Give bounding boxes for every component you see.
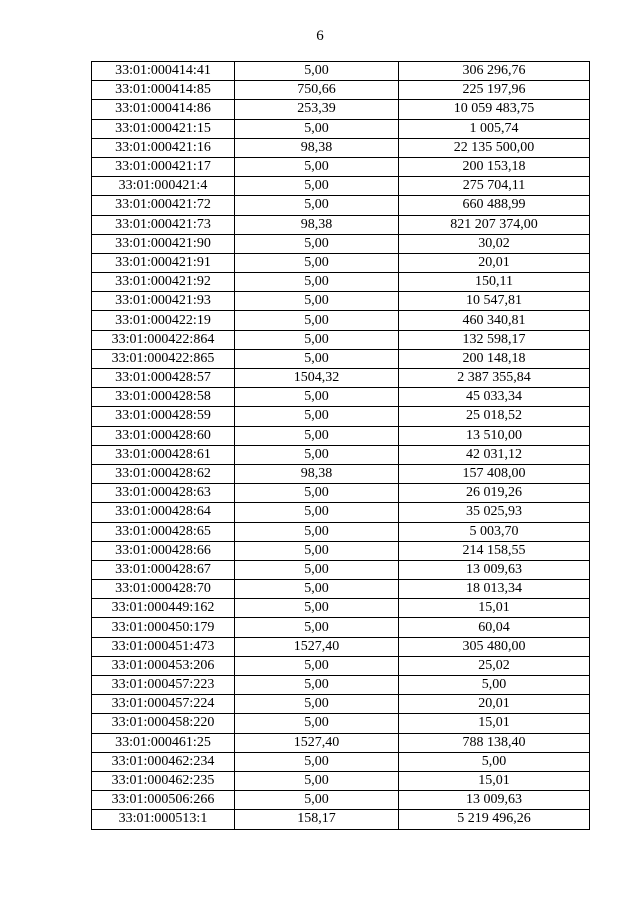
cadastral-number-cell: 33:01:000414:41 (92, 62, 235, 81)
value-cell: 157 408,00 (399, 464, 590, 483)
rate-cell: 5,00 (235, 618, 399, 637)
value-cell: 25,02 (399, 656, 590, 675)
cadastral-number-cell: 33:01:000421:73 (92, 215, 235, 234)
cadastral-number-cell: 33:01:000414:86 (92, 100, 235, 119)
value-cell: 275 704,11 (399, 177, 590, 196)
rate-cell: 5,00 (235, 560, 399, 579)
rate-cell: 1527,40 (235, 637, 399, 656)
cadastral-number-cell: 33:01:000421:92 (92, 273, 235, 292)
table-row (92, 503, 590, 522)
page-number: 6 (316, 28, 324, 44)
rate-cell: 5,00 (235, 445, 399, 464)
table-row (92, 311, 590, 330)
value-cell: 5 003,70 (399, 522, 590, 541)
value-cell: 25 018,52 (399, 407, 590, 426)
table-row (92, 234, 590, 253)
value-cell: 305 480,00 (399, 637, 590, 656)
rate-cell: 5,00 (235, 752, 399, 771)
value-cell: 35 025,93 (399, 503, 590, 522)
rate-cell: 5,00 (235, 580, 399, 599)
rate-cell: 5,00 (235, 311, 399, 330)
table-row (92, 119, 590, 138)
value-cell: 5,00 (399, 676, 590, 695)
table-row (92, 330, 590, 349)
rate-cell: 253,39 (235, 100, 399, 119)
cadastral-number-cell: 33:01:000421:91 (92, 253, 235, 272)
rate-cell: 98,38 (235, 464, 399, 483)
cadastral-number-cell: 33:01:000453:206 (92, 656, 235, 675)
rate-cell: 5,00 (235, 676, 399, 695)
cadastral-number-cell: 33:01:000421:15 (92, 119, 235, 138)
cadastral-number-cell: 33:01:000462:234 (92, 752, 235, 771)
cadastral-number-cell: 33:01:000421:4 (92, 177, 235, 196)
rate-cell: 5,00 (235, 253, 399, 272)
cadastral-number-cell: 33:01:000422:865 (92, 349, 235, 368)
cadastral-number-cell: 33:01:000421:72 (92, 196, 235, 215)
cadastral-number-cell: 33:01:000428:60 (92, 426, 235, 445)
table-row (92, 484, 590, 503)
table-row (92, 292, 590, 311)
table-row (92, 177, 590, 196)
value-cell: 200 148,18 (399, 349, 590, 368)
rate-cell: 5,00 (235, 771, 399, 790)
value-cell: 15,01 (399, 771, 590, 790)
rate-cell: 5,00 (235, 157, 399, 176)
value-cell: 821 207 374,00 (399, 215, 590, 234)
rate-cell: 5,00 (235, 349, 399, 368)
cadastral-number-cell: 33:01:000428:66 (92, 541, 235, 560)
table-row (92, 157, 590, 176)
rate-cell: 5,00 (235, 791, 399, 810)
value-cell: 2 387 355,84 (399, 369, 590, 388)
cadastral-number-cell: 33:01:000422:19 (92, 311, 235, 330)
value-cell: 13 009,63 (399, 791, 590, 810)
rate-cell: 5,00 (235, 695, 399, 714)
value-cell: 30,02 (399, 234, 590, 253)
table-row (92, 714, 590, 733)
table-row (92, 771, 590, 790)
rate-cell: 5,00 (235, 292, 399, 311)
table-row (92, 656, 590, 675)
value-cell: 1 005,74 (399, 119, 590, 138)
table-row (92, 695, 590, 714)
rate-cell: 750,66 (235, 81, 399, 100)
rate-cell: 5,00 (235, 484, 399, 503)
cadastral-number-cell: 33:01:000422:864 (92, 330, 235, 349)
rate-cell: 5,00 (235, 503, 399, 522)
cadastral-number-cell: 33:01:000421:90 (92, 234, 235, 253)
cadastral-number-cell: 33:01:000421:93 (92, 292, 235, 311)
table-row (92, 196, 590, 215)
table-row (92, 349, 590, 368)
cadastral-number-cell: 33:01:000428:61 (92, 445, 235, 464)
rate-cell: 5,00 (235, 407, 399, 426)
value-cell: 20,01 (399, 253, 590, 272)
cadastral-table (91, 61, 590, 830)
cadastral-number-cell: 33:01:000414:85 (92, 81, 235, 100)
rate-cell: 5,00 (235, 62, 399, 81)
rate-cell: 158,17 (235, 810, 399, 829)
value-cell: 788 138,40 (399, 733, 590, 752)
rate-cell: 5,00 (235, 388, 399, 407)
table-row (92, 215, 590, 234)
table-row (92, 580, 590, 599)
rate-cell: 5,00 (235, 119, 399, 138)
table-row (92, 426, 590, 445)
table-row (92, 81, 590, 100)
rate-cell: 5,00 (235, 656, 399, 675)
cadastral-number-cell: 33:01:000428:59 (92, 407, 235, 426)
table-row (92, 369, 590, 388)
table-row (92, 733, 590, 752)
value-cell: 45 033,34 (399, 388, 590, 407)
table-body (92, 62, 590, 830)
value-cell: 15,01 (399, 599, 590, 618)
cadastral-number-cell: 33:01:000458:220 (92, 714, 235, 733)
value-cell: 22 135 500,00 (399, 138, 590, 157)
rate-cell: 1504,32 (235, 369, 399, 388)
value-cell: 460 340,81 (399, 311, 590, 330)
value-cell: 42 031,12 (399, 445, 590, 464)
value-cell: 660 488,99 (399, 196, 590, 215)
value-cell: 60,04 (399, 618, 590, 637)
value-cell: 10 547,81 (399, 292, 590, 311)
cadastral-number-cell: 33:01:000451:473 (92, 637, 235, 656)
rate-cell: 5,00 (235, 196, 399, 215)
rate-cell: 5,00 (235, 599, 399, 618)
table-row (92, 599, 590, 618)
value-cell: 5 219 496,26 (399, 810, 590, 829)
cadastral-number-cell: 33:01:000428:62 (92, 464, 235, 483)
rate-cell: 5,00 (235, 522, 399, 541)
cadastral-number-cell: 33:01:000428:70 (92, 580, 235, 599)
table-row (92, 637, 590, 656)
table-row (92, 676, 590, 695)
value-cell: 5,00 (399, 752, 590, 771)
table-row (92, 253, 590, 272)
value-cell: 20,01 (399, 695, 590, 714)
table-row (92, 273, 590, 292)
cadastral-number-cell: 33:01:000449:162 (92, 599, 235, 618)
value-cell: 18 013,34 (399, 580, 590, 599)
table-row (92, 388, 590, 407)
value-cell: 26 019,26 (399, 484, 590, 503)
table-row (92, 618, 590, 637)
cadastral-number-cell: 33:01:000513:1 (92, 810, 235, 829)
cadastral-number-cell: 33:01:000457:223 (92, 676, 235, 695)
cadastral-number-cell: 33:01:000457:224 (92, 695, 235, 714)
table-row (92, 791, 590, 810)
table-row (92, 62, 590, 81)
table-row (92, 560, 590, 579)
rate-cell: 5,00 (235, 714, 399, 733)
rate-cell: 5,00 (235, 330, 399, 349)
cadastral-number-cell: 33:01:000421:17 (92, 157, 235, 176)
value-cell: 15,01 (399, 714, 590, 733)
cadastral-number-cell: 33:01:000462:235 (92, 771, 235, 790)
rate-cell: 5,00 (235, 273, 399, 292)
value-cell: 13 510,00 (399, 426, 590, 445)
value-cell: 306 296,76 (399, 62, 590, 81)
table-row (92, 464, 590, 483)
rate-cell: 5,00 (235, 177, 399, 196)
value-cell: 132 598,17 (399, 330, 590, 349)
table-row (92, 100, 590, 119)
rate-cell: 5,00 (235, 541, 399, 560)
cadastral-number-cell: 33:01:000450:179 (92, 618, 235, 637)
value-cell: 214 158,55 (399, 541, 590, 560)
table-row (92, 445, 590, 464)
value-cell: 13 009,63 (399, 560, 590, 579)
rate-cell: 98,38 (235, 215, 399, 234)
rate-cell: 1527,40 (235, 733, 399, 752)
value-cell: 200 153,18 (399, 157, 590, 176)
table-row (92, 138, 590, 157)
table-row (92, 407, 590, 426)
cadastral-number-cell: 33:01:000428:65 (92, 522, 235, 541)
cadastral-number-cell: 33:01:000506:266 (92, 791, 235, 810)
table-row (92, 522, 590, 541)
table-row (92, 541, 590, 560)
value-cell: 10 059 483,75 (399, 100, 590, 119)
rate-cell: 5,00 (235, 426, 399, 445)
table-row (92, 752, 590, 771)
cadastral-number-cell: 33:01:000428:57 (92, 369, 235, 388)
table-row (92, 810, 590, 829)
rate-cell: 98,38 (235, 138, 399, 157)
cadastral-number-cell: 33:01:000428:58 (92, 388, 235, 407)
value-cell: 225 197,96 (399, 81, 590, 100)
rate-cell: 5,00 (235, 234, 399, 253)
cadastral-number-cell: 33:01:000428:63 (92, 484, 235, 503)
cadastral-number-cell: 33:01:000428:67 (92, 560, 235, 579)
cadastral-number-cell: 33:01:000421:16 (92, 138, 235, 157)
value-cell: 150,11 (399, 273, 590, 292)
cadastral-number-cell: 33:01:000461:25 (92, 733, 235, 752)
cadastral-number-cell: 33:01:000428:64 (92, 503, 235, 522)
